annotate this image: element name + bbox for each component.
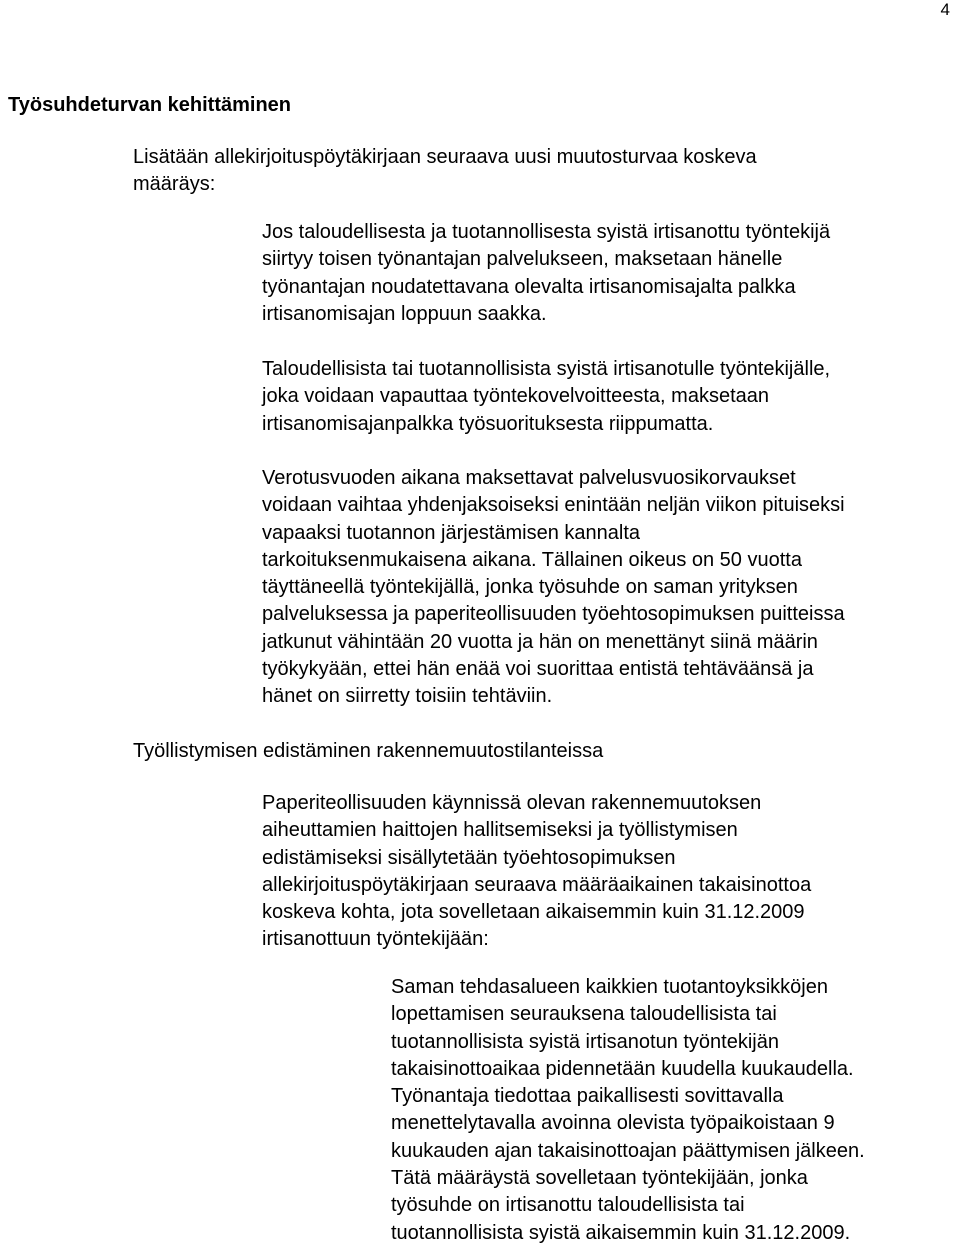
text-line: Paperiteollisuuden käynnissä olevan rakennemuutoksen <box>262 792 762 814</box>
text-line: määräys: <box>133 173 216 196</box>
text-line: joka voidaan vapauttaa työntekovelvoitteesta, maksetaan <box>262 385 769 408</box>
text-line: Taloudellisista tai tuotannollisista syistä irtisanotulle työntekijälle, <box>262 358 831 380</box>
text-line: kuukauden ajan takaisinottoajan päättymisen jälkeen. <box>391 1139 865 1162</box>
text-line: lopettamisen seurauksena taloudellisista tai <box>391 1003 777 1026</box>
text-line: tuotannollisista syistä irtisanotun työntekijän <box>391 1030 779 1053</box>
text-line: täyttäneellä työntekijällä, jonka työsuhde on saman yrityksen <box>262 576 798 599</box>
text-line: takaisinottoaikaa pidennetään kuudella kuukaudella. <box>391 1057 854 1080</box>
text-line: allekirjoituspöytäkirjaan seuraava määräaikainen takaisinottoa <box>262 873 812 896</box>
text-line: tarkoituksenmukaisena aikana. Tällainen oikeus on 50 vuotta <box>262 548 802 571</box>
text-line: työsuhde on irtisanottu taloudellisista tai <box>391 1194 745 1217</box>
intro-paragraph <box>133 144 933 199</box>
text-line: menettelytavalla avoinna olevista työpaikoistaan 9 <box>391 1112 835 1135</box>
text-line: palveluksessa ja paperiteollisuuden työehtosopimuksen puitteissa <box>262 603 845 626</box>
text-line: työnantajan noudatettavana olevalta irtisanomisajalta palkka <box>262 275 796 298</box>
page-number: 4 <box>940 0 950 19</box>
paragraph-transfer <box>262 219 960 328</box>
paragraph-release <box>262 356 960 438</box>
text-line: aiheuttamien haittojen hallitsemiseksi ja työllistymisen <box>262 819 738 842</box>
text-line: edistämiseksi sisällytetään työehtosopimuksen <box>262 846 676 869</box>
text-line: irtisanomisajanpalkka työsuorituksesta riippumatta. <box>262 412 714 435</box>
text-line: jatkunut vähintään 20 vuotta ja hän on menettänyt siinä määrin <box>262 630 818 653</box>
paragraph-restructuring <box>262 790 960 954</box>
text-line: irtisanomisajan loppuun saakka. <box>262 302 547 325</box>
paragraph-rehire <box>391 974 957 1247</box>
text-line: Saman tehdasalueen kaikkien tuotantoyksikköjen <box>391 976 828 998</box>
text-line: työkykyään, ettei hän enää voi suorittaa entistä tehtäväänsä ja <box>262 658 814 681</box>
section-title: Työsuhdeturvan kehittäminen <box>8 94 292 116</box>
text-line: koskeva kohta, jota sovelletaan aikaisemmin kuin 31.12.2009 <box>262 901 805 924</box>
text-line: siirtyy toisen työnantajan palvelukseen, maksetaan hänelle <box>262 248 783 271</box>
text-line: irtisanottuun työntekijään: <box>262 928 489 951</box>
text-line: Työnantaja tiedottaa paikallisesti sovittavalla <box>391 1085 784 1108</box>
text-line: voidaan vaihtaa yhdenjaksoiseksi enintään neljän viikon pituiseksi <box>262 494 845 517</box>
paragraph-service-years <box>262 465 960 711</box>
text-line: vapaaksi tuotannon järjestämisen kannalta <box>262 521 641 544</box>
subheading: Työllistymisen edistäminen rakennemuutostilanteissa <box>133 740 604 762</box>
text-line: hänet on siirretty toisiin tehtäviin. <box>262 685 553 708</box>
text-line: Verotusvuoden aikana maksettavat palvelusvuosikorvaukset <box>262 467 796 489</box>
text-line: Jos taloudellisesta ja tuotannollisesta syistä irtisanottu työntekijä <box>262 221 831 243</box>
text-line: tuotannollisista syistä aikaisemmin kuin 31.12.2009. <box>391 1221 851 1244</box>
text-line: Tätä määräystä sovelletaan työntekijään, jonka <box>391 1167 808 1190</box>
text-line: Lisätään allekirjoituspöytäkirjaan seuraava uusi muutosturvaa koskeva <box>133 146 757 168</box>
